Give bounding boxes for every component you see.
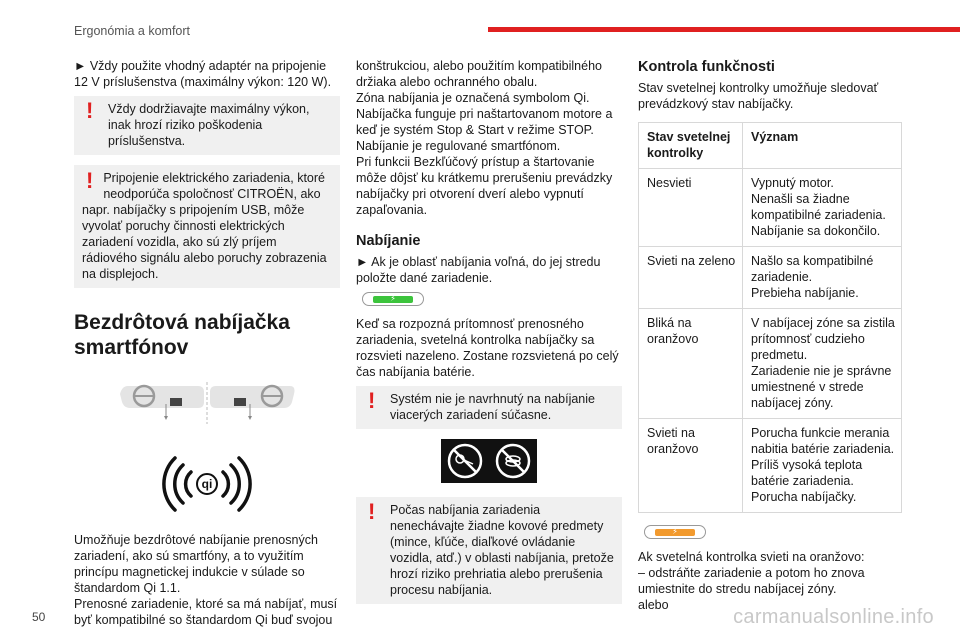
qi-logo-text: qi xyxy=(201,477,213,491)
table-header-meaning: Význam xyxy=(743,123,902,169)
remove-device-step: – odstráňte zariadenie a potom ho znova umiestnite do stredu nabíjacej zóny. xyxy=(638,566,865,596)
indicator-status-table xyxy=(638,122,902,513)
meaning-line: Našlo sa kompatibilné zariadenie. xyxy=(751,254,874,284)
charging-indicator-icon: ⚡ xyxy=(644,525,706,539)
charging-heading: Nabíjanie xyxy=(356,233,421,249)
meaning-cell xyxy=(743,419,902,513)
warning-note xyxy=(356,386,622,429)
compatibility-paragraph: Prenosné zariadenie, ktoré sa má nabíjať, musí byť kompatibilné so štandardom Qi buď svojou xyxy=(74,597,338,627)
table-row xyxy=(639,309,902,419)
warning-text: Pripojenie elektrického zariadenia, ktoré neodporúča spoločnosť CITROËN, ako napr. nabíjačky s pripojením USB, môže vyvolať poruchy činnosti elektrických zariadení vozidla, ako sú zlý príjem rádiového signálu alebo poruchy zobrazenia na displejoch. xyxy=(82,171,327,281)
no-key-icon xyxy=(445,441,485,481)
warning-note xyxy=(356,497,622,604)
state-cell: Bliká na oranžovo xyxy=(639,309,743,419)
qi-wireless-symbol xyxy=(74,452,340,516)
meaning-cell xyxy=(743,247,902,309)
watermark: carmanualsonline.info xyxy=(733,606,934,628)
table-row xyxy=(639,247,902,309)
column-middle xyxy=(356,58,622,614)
warning-icon: ! xyxy=(86,168,94,193)
table-row xyxy=(639,169,902,247)
meaning-line: Zariadenie nie je správne umiestnené v strede nabíjacej zóny. xyxy=(751,364,892,410)
meaning-line: V nabíjacej zóne sa zistila prítomnosť cudzieho predmetu. xyxy=(751,316,895,362)
adapter-paragraph: ► Vždy použite vhodný adaptér na pripojenie 12 V príslušenstva (maximálny výkon: 120 W). xyxy=(74,59,332,89)
meaning-line: Príliš vysoká teplota batérie zariadenia. xyxy=(751,458,863,488)
or-text: alebo xyxy=(638,598,669,612)
table-header-state: Stav svetelnej kontrolky xyxy=(639,123,743,169)
function-check-heading: Kontrola funkčnosti xyxy=(638,59,775,75)
warning-note xyxy=(74,165,340,288)
orange-state-paragraph: Ak svetelná kontrolka svieti na oranžovo: xyxy=(638,550,865,564)
page-header-title: Ergonómia a komfort xyxy=(74,24,191,38)
meaning-line: Nabíjanie sa dokončilo. xyxy=(751,224,881,238)
warning-text: Počas nabíjania zariadenia nenechávajte žiadne kovové predmety (mince, kľúče, diaľkové ovládanie vozidla, atď.) v oblasti nabíjania, pretože hrozí riziko prehriatia alebo prerušenia procesu nabíjania. xyxy=(390,503,614,597)
function-check-intro: Stav svetelnej kontrolky umožňuje sledovať prevádzkový stav nabíjačky. xyxy=(638,81,879,111)
meaning-line: Porucha nabíjačky. xyxy=(751,490,857,504)
continued-paragraph: konštrukciou, alebo použitím kompatibilného držiaka alebo ochranného obalu. xyxy=(356,59,602,89)
state-cell: Svieti na zeleno xyxy=(639,247,743,309)
section-heading: Bezdrôtová nabíjačka smartfónov xyxy=(74,311,290,359)
column-right xyxy=(638,58,904,613)
detected-paragraph: Keď sa rozpozná prítomnosť prenosného zariadenia, svetelná kontrolka nabíjačky sa rozsvieti nazeleno. Zostane rozsvietená po celý čas nabíjania batérie. xyxy=(356,317,619,379)
table-row xyxy=(639,419,902,513)
meaning-line: Vypnutý motor. xyxy=(751,176,834,190)
meaning-line: Porucha funkcie merania nabitia batérie zariadenia. xyxy=(751,426,895,456)
warning-text: Systém nie je navrhnutý na nabíjanie viacerých zariadení súčasne. xyxy=(390,392,595,422)
intro-paragraph: Umožňuje bezdrôtové nabíjanie prenosných zariadení, ako sú smartfóny, a to využitím princípu magnetickej indukcie v súlade so štandardom Qi 1.1. xyxy=(74,533,318,595)
meaning-cell xyxy=(743,309,902,419)
state-cell: Svieti na oranžovo xyxy=(639,419,743,513)
stop-start-paragraph: Nabíjačka funguje pri naštartovanom motore a keď je systém Stop & Start v režime STOP. xyxy=(356,107,613,137)
warning-icon: ! xyxy=(86,98,94,123)
steering-wheel-icon xyxy=(74,380,340,428)
table-header-row xyxy=(639,123,902,169)
state-cell: Nesvieti xyxy=(639,169,743,247)
smartphone-regulation-paragraph: Nabíjanie je regulované smartfónom. xyxy=(356,139,561,153)
warning-note xyxy=(74,96,340,155)
keyless-paragraph: Pri funkcii Bezkľúčový prístup a štartovanie môže dôjsť ku krátkemu prerušeniu prevádzky nabíjačky pri otvorení dverí alebo vypnutí zapaľovania. xyxy=(356,155,613,217)
zone-paragraph: Zóna nabíjania je označená symbolom Qi. xyxy=(356,91,590,105)
meaning-line: Nenašli sa žiadne kompatibilné zariadenia. xyxy=(751,192,886,222)
page-number: 50 xyxy=(32,610,46,624)
qi-wireless-icon xyxy=(157,452,257,516)
warning-text: Vždy dodržiavajte maximálny výkon, inak hrozí riziko poškodenia príslušenstva. xyxy=(108,102,310,148)
charging-indicator-icon: ⚡ xyxy=(362,292,424,306)
meaning-line: Prebieha nabíjanie. xyxy=(751,286,859,300)
meaning-cell xyxy=(743,169,902,247)
prohibited-objects-illustration xyxy=(441,439,537,483)
column-left xyxy=(74,58,340,634)
step-place-device: ► Ak je oblasť nabíjania voľná, do jej stredu položte dané zariadenie. xyxy=(356,255,601,285)
car-console-illustration xyxy=(74,380,340,428)
header-accent-bar xyxy=(488,27,960,32)
warning-icon: ! xyxy=(368,388,376,413)
no-coin-icon xyxy=(493,441,533,481)
warning-icon: ! xyxy=(368,499,376,524)
